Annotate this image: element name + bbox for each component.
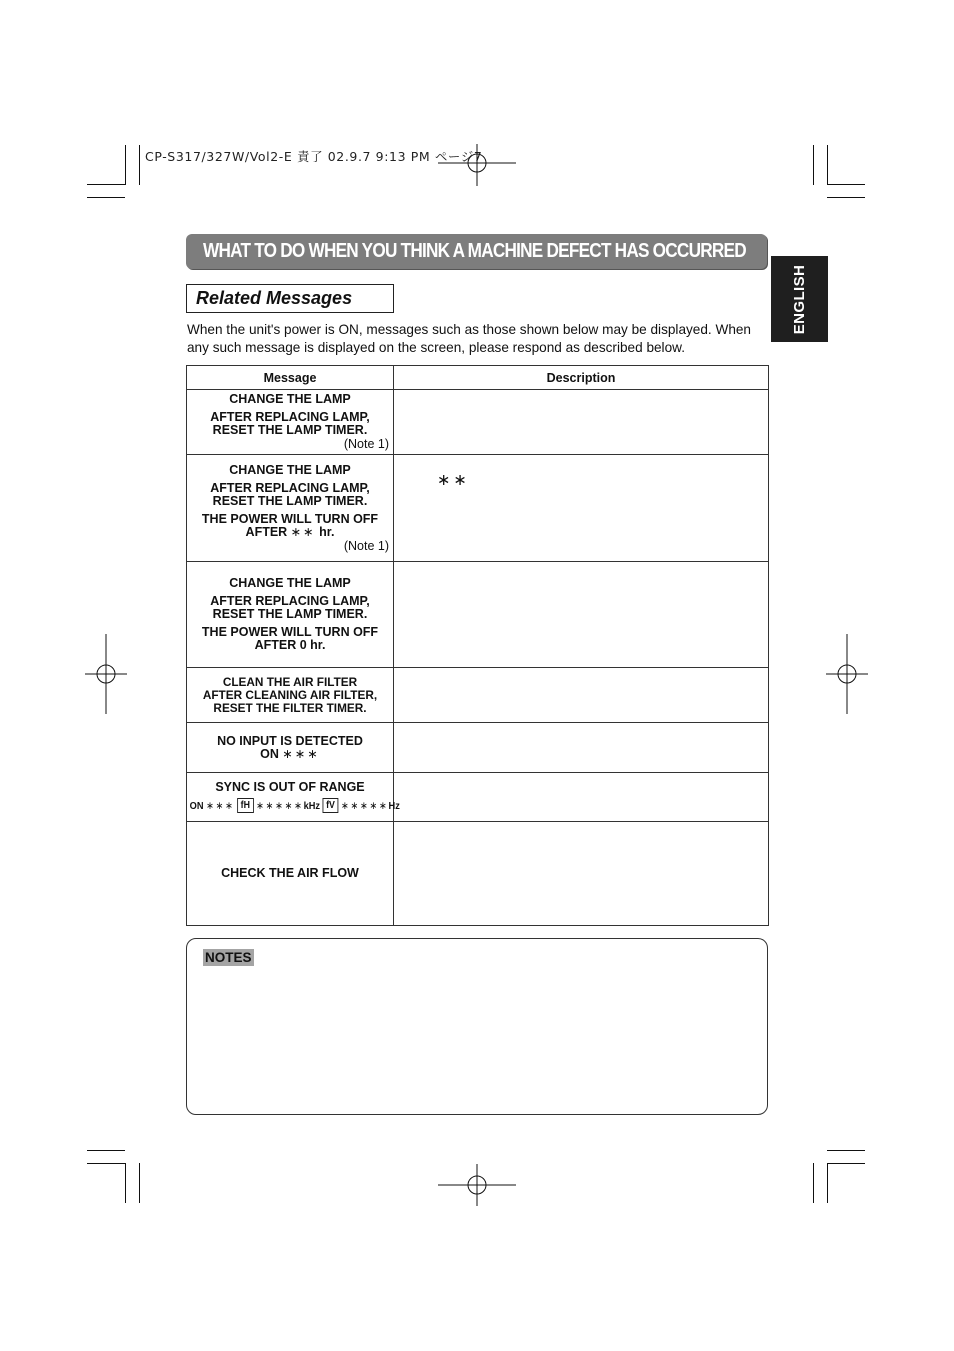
message-line: RESET THE LAMP TIMER. [212,423,368,437]
note-reference: (Note 1) [343,538,389,553]
message-cell [187,773,400,822]
placeholder-stars: ∗∗∗ [206,800,235,812]
notes-box [186,938,768,1115]
message-text: AFTER [245,524,288,539]
description-cell [394,668,769,723]
registration-mark-left [85,634,127,714]
table-row [187,723,769,773]
message-line: AFTER CLEANING AIR FILTER, [202,687,378,702]
message-cell [187,668,394,723]
message-line: NO INPUT IS DETECTED [217,733,363,748]
table-row [187,390,769,455]
placeholder-stars: ∗∗∗ [282,746,320,761]
header-description: Description [394,366,769,390]
placeholder-stars: ∗∗∗∗∗ [341,800,389,812]
message-line: AFTER REPLACING LAMP, [210,594,370,608]
unit-label: Hz [388,800,400,812]
page-title: WHAT TO DO WHEN YOU THINK A MACHINE DEFECT HAS OCCURRED [203,240,746,262]
placeholder-stars: ∗∗ [290,524,316,539]
message-line: CHANGE THE LAMP [229,462,351,477]
message-cell [187,562,394,668]
description-cell [394,773,769,822]
language-tab [771,256,828,342]
section-heading-box [186,284,394,313]
header-message: Message [187,366,394,390]
message-line: RESET THE LAMP TIMER. [212,493,368,508]
table-row [187,455,769,562]
message-line [187,748,393,761]
notes-label: NOTES [205,950,252,965]
message-line: AFTER REPLACING LAMP, [210,410,370,424]
table-header-row [187,366,769,390]
message-line: CHECK THE AIR FLOW [221,866,359,880]
message-line: CHANGE THE LAMP [229,392,351,406]
message-line: SYNC IS OUT OF RANGE [215,780,365,794]
page-title-bar [186,234,767,269]
message-line: RESET THE FILTER TIMER. [213,700,367,715]
table-row [187,562,769,668]
message-cell [187,723,394,773]
table-row [187,773,769,822]
message-cell [187,822,394,926]
message-line: AFTER REPLACING LAMP, [210,480,370,495]
printer-mark: CP-S317/327W/Vol2-E 責了 02.9.7 9:13 PM ページ7 [145,149,483,164]
fh-label: fH [237,798,253,813]
sync-frequency-line [187,798,400,813]
note-reference: (Note 1) [343,437,389,451]
message-line: THE POWER WILL TURN OFF [201,625,379,639]
description-cell [394,723,769,773]
description-cell [394,822,769,926]
description-cell [394,390,769,455]
message-text: ON [260,746,279,761]
message-cell [187,390,394,455]
message-line: RESET THE LAMP TIMER. [212,607,368,621]
registration-mark-top [438,130,516,186]
message-line: CHANGE THE LAMP [229,576,351,590]
placeholder-stars: ∗∗ [437,472,470,489]
registration-mark-bottom [438,1160,516,1206]
message-line: AFTER 0 hr. [254,638,326,652]
message-text: hr. [319,524,335,539]
table-row [187,822,769,926]
language-tab-label: ENGLISH [791,264,809,334]
message-text: ON [189,800,204,812]
section-heading: Related Messages [196,288,353,308]
registration-mark-right [826,634,868,714]
messages-table [186,365,769,926]
message-line: CLEAN THE AIR FILTER [222,674,358,689]
description-cell [394,562,769,668]
message-line [187,526,393,539]
unit-label: kHz [303,800,321,812]
intro-paragraph: When the unit's power is ON, messages such as those shown below may be displayed. When any such message is displayed on the screen, please respond as described below. [187,322,751,355]
table-row [187,668,769,723]
message-cell [187,455,394,562]
fv-label: fV [323,798,339,813]
placeholder-stars: ∗∗∗∗∗ [256,800,304,812]
message-line: THE POWER WILL TURN OFF [201,511,379,526]
description-cell [394,455,769,562]
